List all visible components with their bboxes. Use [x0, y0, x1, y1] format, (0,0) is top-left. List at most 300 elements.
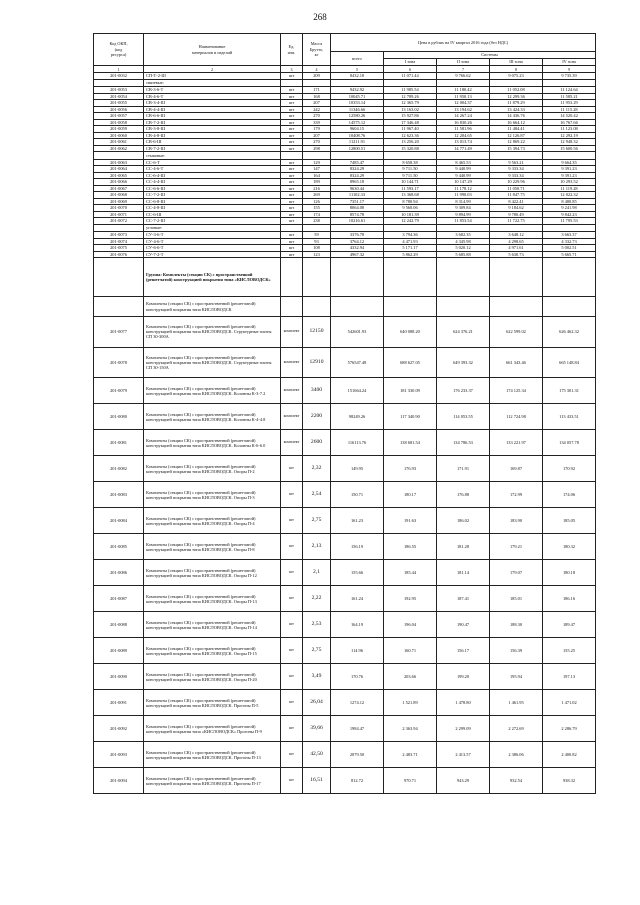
resource-code: 201-0070	[94, 205, 144, 212]
column-index: 6	[384, 66, 437, 73]
price-zone-4: 938.32	[543, 768, 596, 794]
mass-cell: 16,51	[303, 768, 331, 794]
mass-cell: 179	[303, 126, 331, 133]
mass-cell: 298	[303, 145, 331, 152]
mass-cell: 171	[303, 87, 331, 94]
item-name: СУ-6-6-Т	[144, 245, 281, 252]
resource-code: 201-0091	[94, 690, 144, 716]
unit-cell: шт	[281, 742, 303, 768]
empty-cell	[437, 224, 490, 232]
price-zone-4: 189.47	[543, 612, 596, 638]
price-zone-4: 5 002.51	[543, 245, 596, 252]
price-zone-2: 11 180.42	[437, 87, 490, 94]
unit-cell: шт	[281, 166, 303, 173]
unit-cell: шт	[281, 73, 303, 80]
price-zone-1: 15 320.88	[384, 145, 437, 152]
price-total: 114.96	[331, 638, 384, 664]
unit-cell: шт	[281, 218, 303, 225]
price-zone-1: 186.55	[384, 534, 437, 560]
price-zone-3: 16 664.12	[490, 119, 543, 126]
item-name: Комплекты (секции СК) с пространственной (решетчатой) конструкцией покрытия типа КИСЛОВОДСК. Опоры П-4	[144, 508, 281, 534]
mass-cell: 270	[303, 139, 331, 146]
unit-cell: шт	[281, 113, 303, 120]
price-zone-4: 11 123.08	[543, 126, 596, 133]
table-row	[94, 768, 596, 794]
price-zone-1: 688 627.05	[384, 347, 437, 378]
price-zone-3: 11 484.41	[490, 126, 543, 133]
empty-cell	[303, 152, 331, 160]
resource-code: 201-0089	[94, 638, 144, 664]
empty-cell	[490, 152, 543, 160]
price-zone-1: 138 681.54	[384, 430, 437, 456]
empty-cell	[384, 152, 437, 160]
resource-code: 201-0062	[94, 145, 144, 152]
empty-cell	[490, 79, 543, 87]
empty-cell	[281, 224, 303, 232]
table-row	[94, 347, 596, 378]
header-zone-2: II зона	[437, 59, 490, 66]
item-name: СУ-3-6-Т	[144, 232, 281, 239]
empty-cell	[384, 224, 437, 232]
empty-cell	[543, 297, 596, 317]
empty-cell	[437, 79, 490, 87]
page-number: 268	[313, 12, 327, 22]
item-name: СС-6-4-Ш	[144, 172, 281, 179]
mass-cell: 93	[303, 238, 331, 245]
price-total: 812.72	[331, 768, 384, 794]
subheading-label: угловые:	[144, 224, 281, 232]
price-zone-2: 11 581.96	[437, 126, 490, 133]
price-zone-1: 203.66	[384, 664, 437, 690]
table-row	[94, 456, 596, 482]
price-total: 4332.94	[331, 245, 384, 252]
item-name: СС-6-6-Ш	[144, 185, 281, 192]
price-zone-3: 179.07	[490, 560, 543, 586]
item-name: Комплекты (секции СК) с пространственной (решетчатой) конструкцией покрытия типа КИСЛОВОДСК. Опоры П-8	[144, 534, 281, 560]
price-zone-3: 172.99	[490, 482, 543, 508]
price-zone-1: 11 071.44	[384, 73, 437, 80]
unit-cell: комплект	[281, 430, 303, 456]
item-name: СВ-3-6-Т	[144, 87, 281, 94]
unit-cell: шт	[281, 179, 303, 186]
unit-cell: шт	[281, 638, 303, 664]
resource-code: 201-0093	[94, 742, 144, 768]
unit-cell: шт	[281, 508, 303, 534]
price-zone-2: 5 020.12	[437, 245, 490, 252]
item-name: СВ-6-6-Ш	[144, 113, 281, 120]
resource-code: 201-0078	[94, 347, 144, 378]
price-zone-1: 12 242.79	[384, 218, 437, 225]
price-zone-4: 180.32	[543, 534, 596, 560]
resource-code: 201-0075	[94, 245, 144, 252]
price-zone-2: 181.28	[437, 534, 490, 560]
unit-cell: шт	[281, 132, 303, 139]
resource-code: 201-0065	[94, 172, 144, 179]
item-name: Комплекты (секции СК) с пространственной (решетчатой) конструкцией покрытия типа КИСЛОВОДСК. Прогоны П-13	[144, 742, 281, 768]
mass-cell: 3,49	[303, 664, 331, 690]
mass-cell: 59	[303, 232, 331, 239]
price-zone-3: 5 630.73	[490, 251, 543, 258]
price-zone-3: 9 563.21	[490, 159, 543, 166]
item-name: СС-6-Т	[144, 159, 281, 166]
mass-cell: 147	[303, 166, 331, 173]
price-zone-2: 9 309.84	[437, 205, 490, 212]
price-zone-2: 181.14	[437, 560, 490, 586]
price-zone-4: 16 767.66	[543, 119, 596, 126]
price-zone-4: 9 391.23	[543, 166, 596, 173]
price-zone-3: 11 050.71	[490, 185, 543, 192]
resource-code: 201-0056	[94, 106, 144, 113]
price-zone-4: 180.18	[543, 560, 596, 586]
price-zone-3: 11 722.75	[490, 218, 543, 225]
price-zone-4: 665 148.84	[543, 347, 596, 378]
empty-cell	[437, 258, 490, 297]
unit-cell: шт	[281, 211, 303, 218]
price-zone-1: 2 483.71	[384, 742, 437, 768]
price-zone-3: 174 125.34	[490, 378, 543, 404]
column-index-row	[94, 66, 596, 73]
price-zone-3: 169.87	[490, 456, 543, 482]
price-zone-3: 12 126.87	[490, 132, 543, 139]
unit-cell: шт	[281, 238, 303, 245]
mass-cell: 189	[303, 179, 331, 186]
price-zone-4: 8 480.85	[543, 198, 596, 205]
price-zone-4: 9 241.98	[543, 205, 596, 212]
price-zone-2: 11 950.13	[437, 93, 490, 100]
price-zone-3: 133 221.97	[490, 430, 543, 456]
price-total: 10353.14	[331, 100, 384, 107]
price-zone-4: 155.25	[543, 638, 596, 664]
price-zone-3: 188.30	[490, 612, 543, 638]
price-zone-2: 11 853.54	[437, 218, 490, 225]
unit-cell: шт	[281, 716, 303, 742]
item-name: СУ-4-6-Т	[144, 238, 281, 245]
price-zone-2: 943.29	[437, 768, 490, 794]
price-zone-4: 3 663.37	[543, 232, 596, 239]
unit-cell: шт	[281, 126, 303, 133]
item-name: СВ-3-8-Ш	[144, 126, 281, 133]
mass-cell: 339	[303, 119, 331, 126]
unit-cell: комплект	[281, 404, 303, 430]
mass-cell: 174	[303, 211, 331, 218]
price-zone-3: 9 184.62	[490, 205, 543, 212]
price-zone-1: 9 711.50	[384, 166, 437, 173]
price-total: 8064.08	[331, 205, 384, 212]
price-zone-4: 197.13	[543, 664, 596, 690]
table-row	[94, 716, 596, 742]
item-name: СВ-4-8-Ш	[144, 132, 281, 139]
price-total: 10408.76	[331, 132, 384, 139]
price-zone-3: 932.54	[490, 768, 543, 794]
price-total: 4967.32	[331, 251, 384, 258]
column-index: 4	[303, 66, 331, 73]
price-zone-2: 16 830.26	[437, 119, 490, 126]
unit-cell: шт	[281, 534, 303, 560]
table-row	[94, 690, 596, 716]
header-price-title: Цена в рублях на IV квартал 2016 года (без НДС)	[331, 34, 596, 52]
price-zone-3: 12 299.36	[490, 93, 543, 100]
unit-cell: шт	[281, 185, 303, 192]
price-zone-2: 12 004.37	[437, 100, 490, 107]
mass-cell: 168	[303, 93, 331, 100]
price-total: 7351.17	[331, 198, 384, 205]
item-name: Комплекты (секции СК) с пространственной (решетчатой) конструкцией покрытия типа КИСЛОВОДСК. Опоры П-3	[144, 482, 281, 508]
unit-cell: шт	[281, 93, 303, 100]
mass-cell: 3400	[303, 378, 331, 404]
group-title: Группа: Комплекты (секции СК) с пространственной (решетчатой) конструкцией покрытия типа «КИСЛОВОДСК»	[144, 258, 281, 297]
unit-cell: шт	[281, 87, 303, 94]
table-row	[94, 317, 596, 348]
price-zone-2: 624 376.21	[437, 317, 490, 348]
unit-cell: шт	[281, 456, 303, 482]
resource-code: 201-0073	[94, 232, 144, 239]
price-zone-4: 9 391.23	[543, 172, 596, 179]
column-index: 2	[144, 66, 281, 73]
table-row	[94, 404, 596, 430]
price-zone-4: 1 471.02	[543, 690, 596, 716]
resource-code: 201-0090	[94, 664, 144, 690]
price-zone-1: 181 330.09	[384, 378, 437, 404]
price-total: 156.19	[331, 534, 384, 560]
mass-cell: 270	[303, 113, 331, 120]
item-name: СС-4-8-Ш	[144, 205, 281, 212]
price-zone-4: 626 462.32	[543, 317, 596, 348]
header-zones: Системы	[384, 52, 596, 59]
price-zone-3: 9 333.34	[490, 172, 543, 179]
price-zone-4: 10 293.52	[543, 179, 596, 186]
code-cell	[94, 152, 144, 160]
mass-cell: 207	[303, 100, 331, 107]
mass-cell: 26,04	[303, 690, 331, 716]
table-row	[94, 508, 596, 534]
price-zone-1: 12 623.36	[384, 132, 437, 139]
mass-cell: 2,1	[303, 560, 331, 586]
item-name: Комплекты (секции СК) с пространственной (решетчатой) конструкцией покрытия типа КИСЛОВОДСК. Колонны К-6-6.0	[144, 430, 281, 456]
price-zone-1: 5 862.29	[384, 251, 437, 258]
price-zone-3: 14 436.76	[490, 113, 543, 120]
unit-cell: шт	[281, 119, 303, 126]
price-zone-3: 13 424.33	[490, 106, 543, 113]
price-zone-2: 2 413.57	[437, 742, 490, 768]
price-zone-2: 8 314.99	[437, 198, 490, 205]
unit-cell: шт	[281, 198, 303, 205]
header-unit: Ед. изм.	[281, 34, 303, 66]
column-index: 3	[281, 66, 303, 73]
mass-cell: 42,50	[303, 742, 331, 768]
price-zone-4: 9 664.35	[543, 159, 596, 166]
price-zone-2: 14 771.49	[437, 145, 490, 152]
table-row	[94, 612, 596, 638]
price-total: 161.24	[331, 586, 384, 612]
price-zone-2: 186.02	[437, 508, 490, 534]
empty-cell	[384, 297, 437, 317]
resource-code: 201-0059	[94, 126, 144, 133]
price-zone-1: 13 163.02	[384, 106, 437, 113]
empty-cell	[281, 258, 303, 297]
empty-cell	[543, 224, 596, 232]
mass-cell: 242	[303, 106, 331, 113]
resource-code: 201-0069	[94, 198, 144, 205]
price-zone-2: 190.47	[437, 612, 490, 638]
price-zone-1: 180.17	[384, 482, 437, 508]
price-zone-1: 10 181.39	[384, 211, 437, 218]
mass-cell: 2,32	[303, 456, 331, 482]
price-zone-1: 196.04	[384, 612, 437, 638]
item-name: СВ-6-Ш	[144, 139, 281, 146]
price-zone-3: 3 648.12	[490, 232, 543, 239]
price-zone-3: 8 422.41	[490, 198, 543, 205]
price-zone-1: 8 780.94	[384, 198, 437, 205]
item-name: СВ-7-2-Ш	[144, 145, 281, 152]
price-total: 161.23	[331, 508, 384, 534]
unit-cell: шт	[281, 232, 303, 239]
mass-cell: 2,53	[303, 612, 331, 638]
table-row	[94, 560, 596, 586]
price-zone-2: 13 013.74	[437, 139, 490, 146]
group-heading-row	[94, 258, 596, 297]
item-name: Комплекты (секции СК) с пространственной (решетчатой) конструкцией покрытия типа КИСЛОВОДСК. Прогоны П-5	[144, 690, 281, 716]
price-total: 12580.26	[331, 113, 384, 120]
resource-code: 201-0032	[94, 73, 144, 80]
price-zone-3: 4 971.61	[490, 245, 543, 252]
price-total: 164.19	[331, 612, 384, 638]
price-total: 8965.18	[331, 179, 384, 186]
resource-code: 201-0071	[94, 211, 144, 218]
empty-cell	[331, 224, 384, 232]
mass-cell: 164	[303, 172, 331, 179]
price-total: 8324.29	[331, 166, 384, 173]
table-row	[94, 638, 596, 664]
subheading-row	[94, 152, 596, 160]
empty-cell	[331, 297, 384, 317]
price-zone-3: 11 052.08	[490, 87, 543, 94]
price-zone-1: 160.71	[384, 638, 437, 664]
price-zone-2: 2 299.09	[437, 716, 490, 742]
subheading-row	[94, 224, 596, 232]
mass-cell: 269	[303, 192, 331, 199]
unit-cell: комплект	[281, 347, 303, 378]
price-zone-1: 1 521.89	[384, 690, 437, 716]
price-zone-3: 622 599.02	[490, 317, 543, 348]
price-zone-1: 11 985.54	[384, 87, 437, 94]
table-row	[94, 742, 596, 768]
price-zone-4: 134 057.78	[543, 430, 596, 456]
price-zone-2: 649 393.32	[437, 347, 490, 378]
price-zone-1: 11 967.40	[384, 126, 437, 133]
price-zone-3: 661 343.46	[490, 347, 543, 378]
column-index: 8	[490, 66, 543, 73]
price-zone-3: 185.01	[490, 586, 543, 612]
item-name: Комплекты (секции СК) с пространственной (решетчатой) конструкцией покрытия типа КИСЛОВОДСК. Опоры П-13	[144, 586, 281, 612]
price-zone-1: 4 471.93	[384, 238, 437, 245]
resource-code: 201-0066	[94, 179, 144, 186]
resource-code: 201-0088	[94, 612, 144, 638]
resource-code: 201-0055	[94, 100, 144, 107]
mass-cell: 207	[303, 132, 331, 139]
item-name: СС-6-8-Ш	[144, 198, 281, 205]
price-zone-3: 9 333.34	[490, 166, 543, 173]
resource-code: 201-0086	[94, 560, 144, 586]
price-zone-3: 10 229.96	[490, 179, 543, 186]
mass-cell: 39,66	[303, 716, 331, 742]
price-zone-3: 195.94	[490, 664, 543, 690]
mass-cell: 126	[303, 198, 331, 205]
price-total: 151664.24	[331, 378, 384, 404]
price-total: 11211.91	[331, 139, 384, 146]
unit-cell: шт	[281, 664, 303, 690]
resource-code: 201-0081	[94, 430, 144, 456]
price-total: 170.76	[331, 664, 384, 690]
price-zone-3: 1 461.95	[490, 690, 543, 716]
price-zone-3: 112 724.98	[490, 404, 543, 430]
resource-code: 201-0085	[94, 534, 144, 560]
price-zone-1: 8 658.38	[384, 159, 437, 166]
price-zone-3: 156.39	[490, 638, 543, 664]
price-total: 116113.76	[331, 430, 384, 456]
resource-code: 201-0064	[94, 166, 144, 173]
price-zone-3: 9 780.49	[490, 211, 543, 218]
price-zone-2: 114 053.55	[437, 404, 490, 430]
resource-code: 201-0072	[94, 218, 144, 225]
table-row	[94, 534, 596, 560]
subheading-label: стыковые:	[144, 152, 281, 160]
empty-cell	[303, 79, 331, 87]
price-zone-2: 199.20	[437, 664, 490, 690]
price-table	[93, 33, 596, 794]
unit-cell: шт	[281, 560, 303, 586]
price-zone-1: 12 365.79	[384, 100, 437, 107]
resource-code: 201-0053	[94, 87, 144, 94]
mass-cell: 216	[303, 185, 331, 192]
unit-cell: шт	[281, 159, 303, 166]
mass-cell: 129	[303, 159, 331, 166]
empty-cell	[437, 297, 490, 317]
price-zone-4: 12 292.19	[543, 132, 596, 139]
price-total: 1274.12	[331, 690, 384, 716]
price-total: 9630.44	[331, 185, 384, 192]
price-zone-2: 1 478.80	[437, 690, 490, 716]
item-name: СВ-3-4-Ш	[144, 100, 281, 107]
table-row	[94, 586, 596, 612]
price-zone-1: 117 340.90	[384, 404, 437, 430]
unit-cell: шт	[281, 172, 303, 179]
mass-cell: 2,54	[303, 482, 331, 508]
empty-cell	[543, 79, 596, 87]
price-zone-3: 12 869.22	[490, 139, 543, 146]
price-zone-2: 4 345.98	[437, 238, 490, 245]
unit-cell: шт	[281, 482, 303, 508]
unit-cell: шт	[281, 145, 303, 152]
price-total: 8574.78	[331, 211, 384, 218]
section-heading-row	[94, 297, 596, 317]
mass-cell: 2,13	[303, 534, 331, 560]
price-total: 10216.61	[331, 218, 384, 225]
code-cell	[94, 224, 144, 232]
unit-cell: комплект	[281, 317, 303, 348]
empty-cell	[303, 297, 331, 317]
resource-code: 201-0076	[94, 251, 144, 258]
table-row	[94, 378, 596, 404]
price-zone-4: 12 948.32	[543, 139, 596, 146]
header-zone-1: I зона	[384, 59, 437, 66]
price-total: 150.71	[331, 482, 384, 508]
unit-cell: шт	[281, 192, 303, 199]
subheading-row	[94, 79, 596, 87]
price-zone-4: 15 600.56	[543, 145, 596, 152]
item-name: Комплекты (секции СК) с пространственной (решетчатой) конструкцией покрытия типа «КИСЛОВОДСК» Прогоны П-9	[144, 716, 281, 742]
price-zone-4: 2 286.79	[543, 716, 596, 742]
header-total: всего	[331, 52, 384, 66]
